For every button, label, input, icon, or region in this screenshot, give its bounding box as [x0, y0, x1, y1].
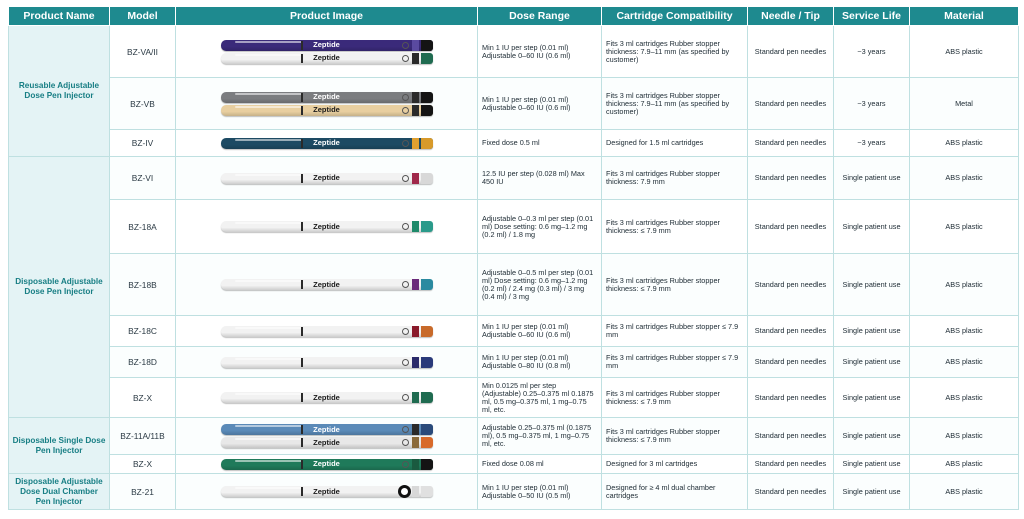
service-life-cell: Single patient use — [834, 316, 910, 347]
dose-dial-icon — [402, 426, 409, 433]
pen-brand-label: Zeptide — [313, 486, 340, 496]
product-image-cell — [176, 418, 478, 455]
material-cell: Metal — [910, 78, 1019, 130]
product-image-cell — [176, 130, 478, 157]
pen-clip — [235, 106, 303, 108]
table-row — [9, 254, 1019, 316]
pen-clip — [235, 487, 303, 489]
pen-cap — [421, 105, 433, 116]
dose-dial-icon — [402, 328, 409, 335]
pen-image — [221, 424, 433, 435]
cartridge-cell: Fits 3 ml cartridges Rubber stopper thickness: ≤ 7.9 mm — [602, 200, 748, 254]
pen-cap — [421, 326, 433, 337]
pen-clip — [235, 174, 303, 176]
service-life-cell: Single patient use — [834, 200, 910, 254]
pen-image — [221, 437, 433, 448]
pen-brand-label: Zeptide — [313, 437, 340, 447]
dose-range-cell: Adjustable 0.25–0.375 ml (0.1875 ml), 0.5 mg–0.375 ml, 1 mg–0.75 ml, etc. — [478, 418, 602, 455]
needle-cell: Standard pen needles — [748, 78, 834, 130]
needle-cell: Standard pen needles — [748, 474, 834, 510]
dose-range-cell: Min 1 IU per step (0.01 ml) Adjustable 0–60 IU (0.6 ml) — [478, 26, 602, 78]
pen-image — [221, 486, 433, 497]
model-cell: BZ-18A — [110, 200, 176, 254]
pen-clip — [235, 93, 303, 95]
pen-image — [221, 173, 433, 184]
product-table-sheet — [8, 6, 1018, 514]
pen-color-band — [412, 173, 419, 184]
pen-image — [221, 392, 433, 403]
needle-cell: Standard pen needles — [748, 378, 834, 418]
pen-color-band — [412, 392, 419, 403]
pen-marker — [301, 139, 303, 148]
dose-range-cell: 12.5 IU per step (0.028 ml) Max 450 IU — [478, 157, 602, 200]
pen-cap — [421, 173, 433, 184]
pen-cap — [421, 357, 433, 368]
pen-cap — [421, 138, 433, 149]
table-row — [9, 316, 1019, 347]
dose-dial-icon — [402, 439, 409, 446]
material-cell: ABS plastic — [910, 26, 1019, 78]
product-image-cell — [176, 378, 478, 418]
cartridge-cell: Fits 3 ml cartridges Rubber stopper ≤ 7.9 mm — [602, 347, 748, 378]
cartridge-cell: Fits 3 ml cartridges Rubber stopper thickness: ≤ 7.9 mm — [602, 418, 748, 455]
dose-dial-icon — [402, 223, 409, 230]
pen-clip — [235, 358, 303, 360]
material-cell: ABS plastic — [910, 130, 1019, 157]
pen-brand-label: Zeptide — [313, 92, 340, 101]
pen-marker — [301, 358, 303, 367]
model-cell: BZ-X — [110, 378, 176, 418]
needle-cell: Standard pen needles — [748, 455, 834, 474]
cartridge-cell: Fits 3 ml cartridges Rubber stopper thickness: 7.9–11 mm (as specified by customer) — [602, 26, 748, 78]
pen-color-band — [412, 279, 419, 290]
pen-clip — [235, 54, 303, 56]
pen-brand-label: Zeptide — [313, 279, 340, 289]
pen-cap — [421, 221, 433, 232]
pen-image — [221, 40, 433, 51]
cartridge-cell: Designed for 3 ml cartridges — [602, 455, 748, 474]
pen-brand-label: Zeptide — [313, 221, 340, 231]
pen-image — [221, 326, 433, 337]
pen-brand-label: Zeptide — [313, 105, 340, 114]
service-life-cell: Single patient use — [834, 418, 910, 455]
product-image-cell — [176, 347, 478, 378]
pen-clip — [235, 139, 303, 141]
pen-color-band — [412, 486, 419, 497]
cartridge-cell: Fits 3 ml cartridges Rubber stopper thickness: 7.9–11 mm (as specified by customer) — [602, 78, 748, 130]
pen-marker — [301, 460, 303, 469]
pen-marker — [301, 174, 303, 183]
pen-clip — [235, 327, 303, 329]
dose-dial-icon — [402, 175, 409, 182]
pen-cap — [421, 486, 433, 497]
model-cell: BZ-11A/11B — [110, 418, 176, 455]
pen-color-band — [412, 326, 419, 337]
pen-brand-label: Zeptide — [313, 53, 340, 62]
dose-window-ring — [398, 485, 411, 498]
cartridge-cell: Fits 3 ml cartridges Rubber stopper thickness: ≤ 7.9 mm — [602, 254, 748, 316]
header-product-name: Product Name — [9, 7, 110, 26]
material-cell: ABS plastic — [910, 347, 1019, 378]
material-cell: ABS plastic — [910, 316, 1019, 347]
header-row — [9, 7, 1019, 26]
pen-cap — [421, 92, 433, 103]
pen-image — [221, 92, 433, 103]
header-cartridge: Cartridge Compatibility — [602, 7, 748, 26]
service-life-cell: Single patient use — [834, 347, 910, 378]
table-row — [9, 418, 1019, 455]
pen-cap — [421, 424, 433, 435]
product-image-cell — [176, 200, 478, 254]
pen-color-band — [412, 53, 419, 64]
pen-image — [221, 53, 433, 64]
needle-cell: Standard pen needles — [748, 200, 834, 254]
pen-marker — [301, 106, 303, 115]
table-row — [9, 200, 1019, 254]
dose-range-cell: Min 1 IU per step (0.01 ml) Adjustable 0–60 IU (0.6 ml) — [478, 78, 602, 130]
product-image-cell — [176, 316, 478, 347]
pen-color-band — [412, 424, 419, 435]
needle-cell: Standard pen needles — [748, 26, 834, 78]
model-cell: BZ-VA/II — [110, 26, 176, 78]
material-cell: ABS plastic — [910, 418, 1019, 455]
material-cell: ABS plastic — [910, 474, 1019, 510]
header-service-life: Service Life — [834, 7, 910, 26]
table-row — [9, 78, 1019, 130]
pen-image — [221, 138, 433, 149]
product-image-cell — [176, 78, 478, 130]
pen-brand-label: Zeptide — [313, 424, 340, 434]
header-dose-range: Dose Range — [478, 7, 602, 26]
table-row — [9, 455, 1019, 474]
cartridge-cell: Fits 3 ml cartridges Rubber stopper thickness: ≤ 7.9 mm — [602, 378, 748, 418]
pen-color-band — [412, 459, 419, 470]
model-cell: BZ-X — [110, 455, 176, 474]
category-disposable: Disposable Adjustable Dose Pen Injector — [9, 157, 110, 418]
product-image-cell — [176, 254, 478, 316]
needle-cell: Standard pen needles — [748, 316, 834, 347]
model-cell: BZ-VI — [110, 157, 176, 200]
pen-brand-label: Zeptide — [313, 138, 340, 147]
model-cell: BZ-18D — [110, 347, 176, 378]
material-cell: ABS plastic — [910, 378, 1019, 418]
pen-brand-label: Zeptide — [313, 173, 340, 182]
dose-dial-icon — [402, 394, 409, 401]
product-table — [8, 6, 1019, 510]
pen-cap — [421, 40, 433, 51]
dose-range-cell: Fixed dose 0.5 ml — [478, 130, 602, 157]
pen-image — [221, 221, 433, 232]
product-image-cell — [176, 157, 478, 200]
model-cell: BZ-IV — [110, 130, 176, 157]
cartridge-cell: Designed for ≥ 4 ml dual chamber cartridges — [602, 474, 748, 510]
model-cell: BZ-21 — [110, 474, 176, 510]
material-cell: ABS plastic — [910, 455, 1019, 474]
model-cell: BZ-VB — [110, 78, 176, 130]
dose-range-cell: Min 1 IU per step (0.01 ml) Adjustable 0–60 IU (0.6 ml) — [478, 316, 602, 347]
category-dual-chamber: Disposable Adjustable Dose Dual Chamber Pen Injector — [9, 474, 110, 510]
dose-dial-icon — [402, 140, 409, 147]
pen-clip — [235, 41, 303, 43]
pen-brand-label: Zeptide — [313, 459, 340, 468]
material-cell: ABS plastic — [910, 157, 1019, 200]
pen-color-band — [412, 92, 419, 103]
pen-image — [221, 279, 433, 290]
pen-image — [221, 357, 433, 368]
dose-dial-icon — [402, 42, 409, 49]
pen-cap — [421, 437, 433, 448]
table-row — [9, 26, 1019, 78]
pen-marker — [301, 487, 303, 496]
dose-range-cell: Fixed dose 0.08 ml — [478, 455, 602, 474]
pen-brand-label: Zeptide — [313, 40, 340, 49]
product-image-cell — [176, 26, 478, 78]
table-row — [9, 347, 1019, 378]
material-cell: ABS plastic — [910, 254, 1019, 316]
pen-clip — [235, 460, 303, 462]
header-needle: Needle / Tip — [748, 7, 834, 26]
dose-range-cell: Adjustable 0–0.5 ml per step (0.01 ml) Dose setting: 0.6 mg–1.2 mg (0.2 ml) / 2.4 mg (0.3 ml) / 3 mg (0.4 ml) / 3 mg — [478, 254, 602, 316]
header-model: Model — [110, 7, 176, 26]
pen-image — [221, 459, 433, 470]
cartridge-cell: Fits 3 ml cartridges Rubber stopper ≤ 7.9 mm — [602, 316, 748, 347]
pen-clip — [235, 438, 303, 440]
pen-color-band — [412, 40, 419, 51]
pen-clip — [235, 425, 303, 427]
pen-image — [221, 105, 433, 116]
needle-cell: Standard pen needles — [748, 418, 834, 455]
pen-marker — [301, 93, 303, 102]
pen-marker — [301, 393, 303, 402]
service-life-cell: ~3 years — [834, 78, 910, 130]
pen-marker — [301, 438, 303, 447]
pen-cap — [421, 279, 433, 290]
pen-marker — [301, 41, 303, 50]
dose-dial-icon — [402, 281, 409, 288]
service-life-cell: ~3 years — [834, 130, 910, 157]
pen-marker — [301, 280, 303, 289]
dose-range-cell: Min 1 IU per step (0.01 ml) Adjustable 0–80 IU (0.8 ml) — [478, 347, 602, 378]
pen-marker — [301, 222, 303, 231]
pen-cap — [421, 53, 433, 64]
service-life-cell: Single patient use — [834, 157, 910, 200]
dose-range-cell: Adjustable 0–0.3 ml per step (0.01 ml) Dose setting: 0.6 mg–1.2 mg (0.2 ml) / 1.8 mg — [478, 200, 602, 254]
dose-dial-icon — [402, 359, 409, 366]
cartridge-cell: Fits 3 ml cartridges Rubber stopper thickness: 7.9 mm — [602, 157, 748, 200]
service-life-cell: Single patient use — [834, 254, 910, 316]
header-product-image: Product Image — [176, 7, 478, 26]
needle-cell: Standard pen needles — [748, 130, 834, 157]
material-cell: ABS plastic — [910, 200, 1019, 254]
pen-color-band — [412, 138, 419, 149]
pen-clip — [235, 393, 303, 395]
service-life-cell: ~3 years — [834, 26, 910, 78]
dose-dial-icon — [402, 461, 409, 468]
needle-cell: Standard pen needles — [748, 347, 834, 378]
table-row — [9, 157, 1019, 200]
product-image-cell — [176, 474, 478, 510]
service-life-cell: Single patient use — [834, 378, 910, 418]
dose-range-cell: Min 0.0125 ml per step (Adjustable) 0.25–0.375 ml 0.1875 ml, 0.5 mg–0.375 ml, 1 mg–0.75 ml, etc. — [478, 378, 602, 418]
table-row — [9, 474, 1019, 510]
pen-marker — [301, 425, 303, 434]
pen-color-band — [412, 105, 419, 116]
needle-cell: Standard pen needles — [748, 157, 834, 200]
dose-dial-icon — [402, 107, 409, 114]
model-cell: BZ-18C — [110, 316, 176, 347]
service-life-cell: Single patient use — [834, 474, 910, 510]
needle-cell: Standard pen needles — [748, 254, 834, 316]
category-single-dose: Disposable Single Dose Pen Injector — [9, 418, 110, 474]
header-material: Material — [910, 7, 1019, 26]
pen-marker — [301, 54, 303, 63]
pen-cap — [421, 459, 433, 470]
pen-cap — [421, 392, 433, 403]
dose-dial-icon — [402, 55, 409, 62]
pen-brand-label: Zeptide — [313, 392, 340, 402]
pen-color-band — [412, 357, 419, 368]
pen-marker — [301, 327, 303, 336]
table-row — [9, 378, 1019, 418]
pen-color-band — [412, 221, 419, 232]
category-reusable: Reusable Adjustable Dose Pen Injector — [9, 26, 110, 157]
product-image-cell — [176, 455, 478, 474]
pen-color-band — [412, 437, 419, 448]
model-cell: BZ-18B — [110, 254, 176, 316]
pen-clip — [235, 222, 303, 224]
cartridge-cell: Designed for 1.5 ml cartridges — [602, 130, 748, 157]
dose-dial-icon — [402, 94, 409, 101]
table-row — [9, 130, 1019, 157]
dose-range-cell: Min 1 IU per step (0.01 ml) Adjustable 0–50 IU (0.5 ml) — [478, 474, 602, 510]
pen-clip — [235, 280, 303, 282]
service-life-cell: Single patient use — [834, 455, 910, 474]
